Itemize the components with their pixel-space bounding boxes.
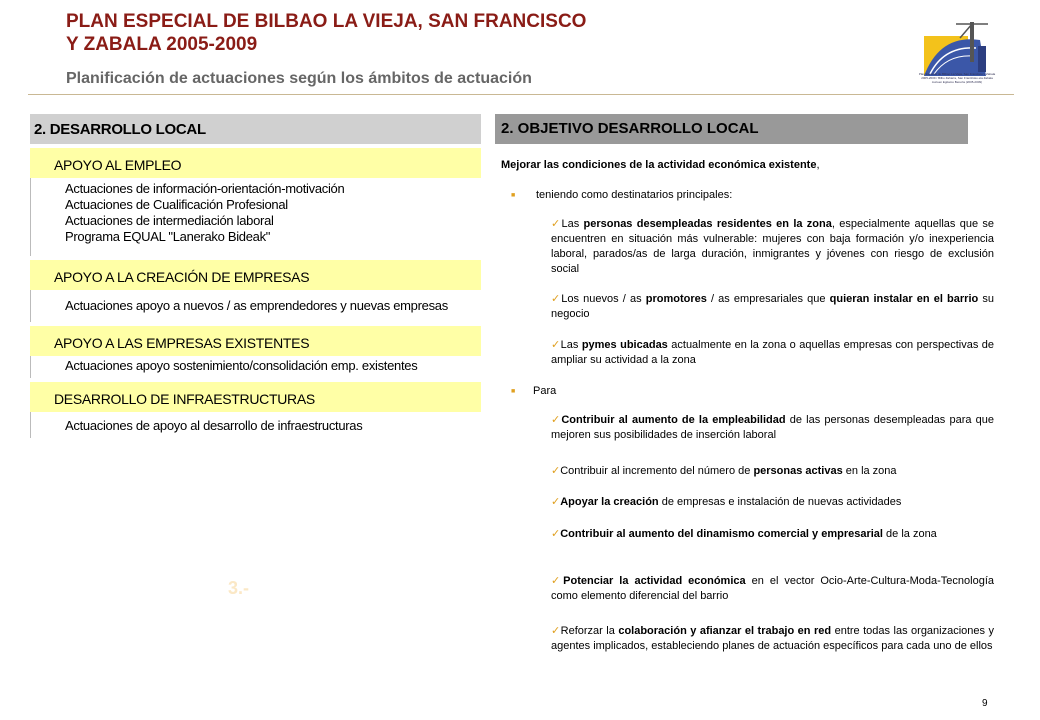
list-item: Actuaciones de información-orientación-motivación [65, 181, 345, 196]
list-item: Actuaciones de Cualificación Profesional [65, 197, 288, 212]
logo-caption: Plan Especial de Bilbao La Vieja, San Francisco y Zabala 2005-2009 / Bilbo Zaharra, San Frantzisko eta Zabala Auzoen Egitamu Berezia (2005-2009) [918, 72, 996, 84]
list-item: ✓Contribuir al incremento del número de personas activas en la zona [551, 465, 897, 477]
check-icon: ✓ [551, 465, 561, 477]
section-items [30, 290, 481, 322]
page-subtitle: Planificación de actuaciones según los ámbitos de actuación [66, 70, 532, 87]
list-item: Actuaciones apoyo sostenimiento/consolidación emp. existentes [65, 358, 418, 373]
list-item: ✓Contribuir al aumento de la empleabilidad de las personas desempleadas para que mejoren sus posibilidades de inserción laboral [551, 414, 994, 441]
page-title: PLAN ESPECIAL DE BILBAO LA VIEJA, SAN FRANCISCO Y ZABALA 2005-2009 [66, 11, 587, 55]
list-item: Actuaciones de intermediación laboral [65, 213, 274, 228]
check-icon: ✓ [551, 625, 561, 637]
list-item: ✓Las pymes ubicadas actualmente en la zona o aquellas empresas con perspectivas de ampliar su actividad a la zona [551, 339, 995, 366]
check-icon: ✓ [551, 575, 564, 587]
section-items [30, 178, 481, 256]
check-icon: ✓ [551, 293, 562, 305]
check-icon: ✓ [551, 218, 562, 230]
section-title: DESARROLLO DE INFRAESTRUCTURAS [30, 382, 481, 412]
page-number: 9 [982, 698, 988, 709]
intro-text: Mejorar las condiciones de la actividad económica existente, [501, 159, 820, 171]
bullet-icon: ■ [511, 388, 516, 395]
section-title: APOYO A LA CREACIÓN DE EMPRESAS [30, 260, 481, 290]
check-icon: ✓ [551, 528, 561, 540]
watermark-number: 3.- [228, 578, 250, 598]
check-icon: ✓ [551, 414, 562, 426]
header-divider [28, 94, 1014, 95]
bullet-text: teniendo como destinatarios principales: [536, 189, 733, 201]
left-panel [30, 114, 481, 438]
check-icon: ✓ [551, 339, 561, 351]
left-header: 2. DESARROLLO LOCAL [30, 114, 481, 144]
check-icon: ✓ [551, 496, 561, 508]
bullet-icon: ■ [511, 192, 516, 199]
list-item: Actuaciones apoyo a nuevos / as emprendedores y nuevas empresas [65, 298, 448, 313]
list-item: ✓Las personas desempleadas residentes en la zona, especialmente aquellas que se encuentren en situación más vulnerable: mujeres con baja formación y/o inexperiencia laboral, parados/as de larga duración, inmigrantes y jóvenes con riesgo de exclusión social [551, 218, 995, 275]
list-item: ✓Contribuir al aumento del dinamismo comercial y empresarial de la zona [551, 528, 937, 540]
list-item: ✓Apoyar la creación de empresas e instalación de nuevas actividades [551, 496, 902, 508]
bullet-text: Para [533, 385, 557, 397]
list-item: Actuaciones de apoyo al desarrollo de infraestructuras [65, 418, 363, 433]
right-header: 2. OBJETIVO DESARROLLO LOCAL [495, 114, 968, 144]
list-item: ✓Reforzar la colaboración y afianzar el trabajo en red entre todas las organizaciones y agentes implicados, estableciendo planes de actuación específicos para cada uno de ellos [551, 625, 994, 652]
list-item: ✓Potenciar la actividad económica en el vector Ocio-Arte-Cultura-Moda-Tecnología como elemento diferencial del barrio [551, 575, 995, 602]
list-item: Programa EQUAL "Lanerako Bideak" [65, 229, 271, 244]
section-items [30, 412, 481, 438]
list-item: ✓Los nuevos / as promotores / as empresariales que quieran instalar en el barrio su negocio [551, 293, 994, 320]
section-items [30, 356, 481, 378]
section-title: APOYO A LAS EMPRESAS EXISTENTES [30, 326, 481, 356]
section-title: APOYO AL EMPLEO [30, 148, 481, 178]
